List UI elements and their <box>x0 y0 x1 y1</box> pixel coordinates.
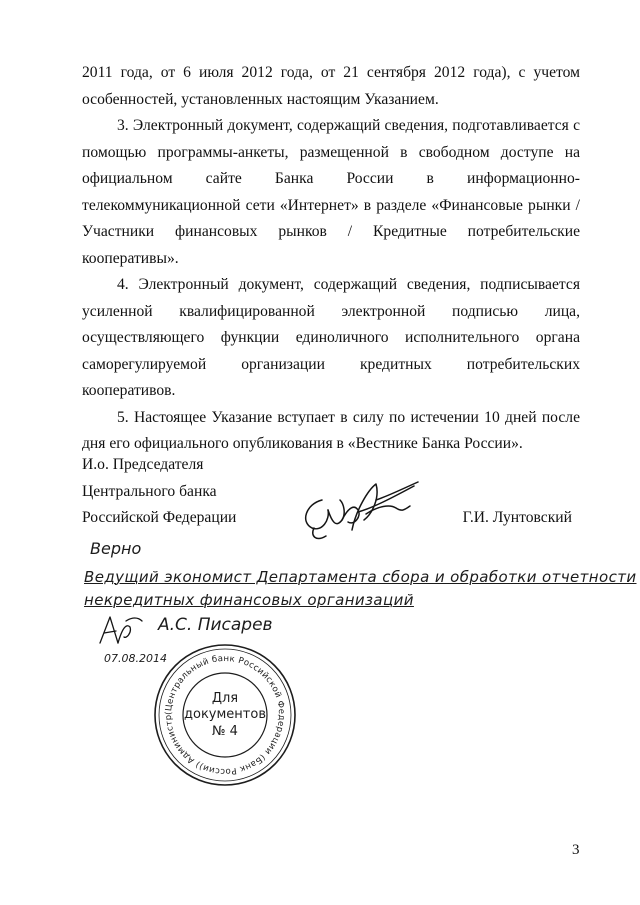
page-number: 3 <box>572 842 580 858</box>
round-seal <box>150 640 300 795</box>
signatory-title-line-3: Российской Федерации <box>82 509 237 526</box>
seal-ring-text: (Центральный банк Российской Федерации (Банк России)) Администр <box>163 653 287 777</box>
paragraph-continuation: 2011 года, от 6 июля 2012 года, от 21 сентября 2012 года), с учетом особенностей, установленных настоящим Указанием. <box>82 64 580 108</box>
seal-center-line-3: № 4 <box>212 724 238 739</box>
signatory-title <box>82 452 236 532</box>
paragraph-3: 3. Электронный документ, содержащий сведения, подготавливается с помощью программы-анкеты, размещенной в свободном доступе на официальном сайте Банка России в информационно-телекоммуникационной сети «Интернет» в разделе «Финансовые рынки / Участники финансовых рынков / Кредитные потребительские кооперативы». <box>82 117 580 267</box>
handwritten-signature <box>292 470 422 550</box>
certifier-name: А.С. Писарев <box>158 615 273 635</box>
paragraph-4: 4. Электронный документ, содержащий сведения, подписывается усиленной квалифицированной электронной подписью лица, осуществляющего функции единоличного исполнительного органа саморегулируемой организации кредитных потребительских кооперативов. <box>82 276 580 399</box>
signatory-title-line-2: Центрального банка <box>82 482 217 500</box>
document-body <box>82 60 580 458</box>
signatory-title-line-1: И.о. Председателя <box>82 456 204 473</box>
certification-date: 07.08.2014 <box>104 652 167 665</box>
seal-center-line-1: Для <box>211 691 239 706</box>
signatory-name: Г.И. Лунтовский <box>462 508 572 526</box>
certifier-signature <box>96 613 146 649</box>
seal-center-line-2: документов <box>184 707 266 722</box>
seal-graphic <box>150 640 300 790</box>
paragraph-5: 5. Настоящее Указание вступает в силу по истечении 10 дней после дня его официального опубликования в «Вестнике Банка России». <box>82 408 580 452</box>
certification-position-line-2: некредитных финансовых организаций <box>84 591 414 609</box>
certification-position-line-1: Ведущий экономист Департамента сбора и обработки отчетности <box>84 568 637 586</box>
certification-verno: Верно <box>90 539 142 558</box>
